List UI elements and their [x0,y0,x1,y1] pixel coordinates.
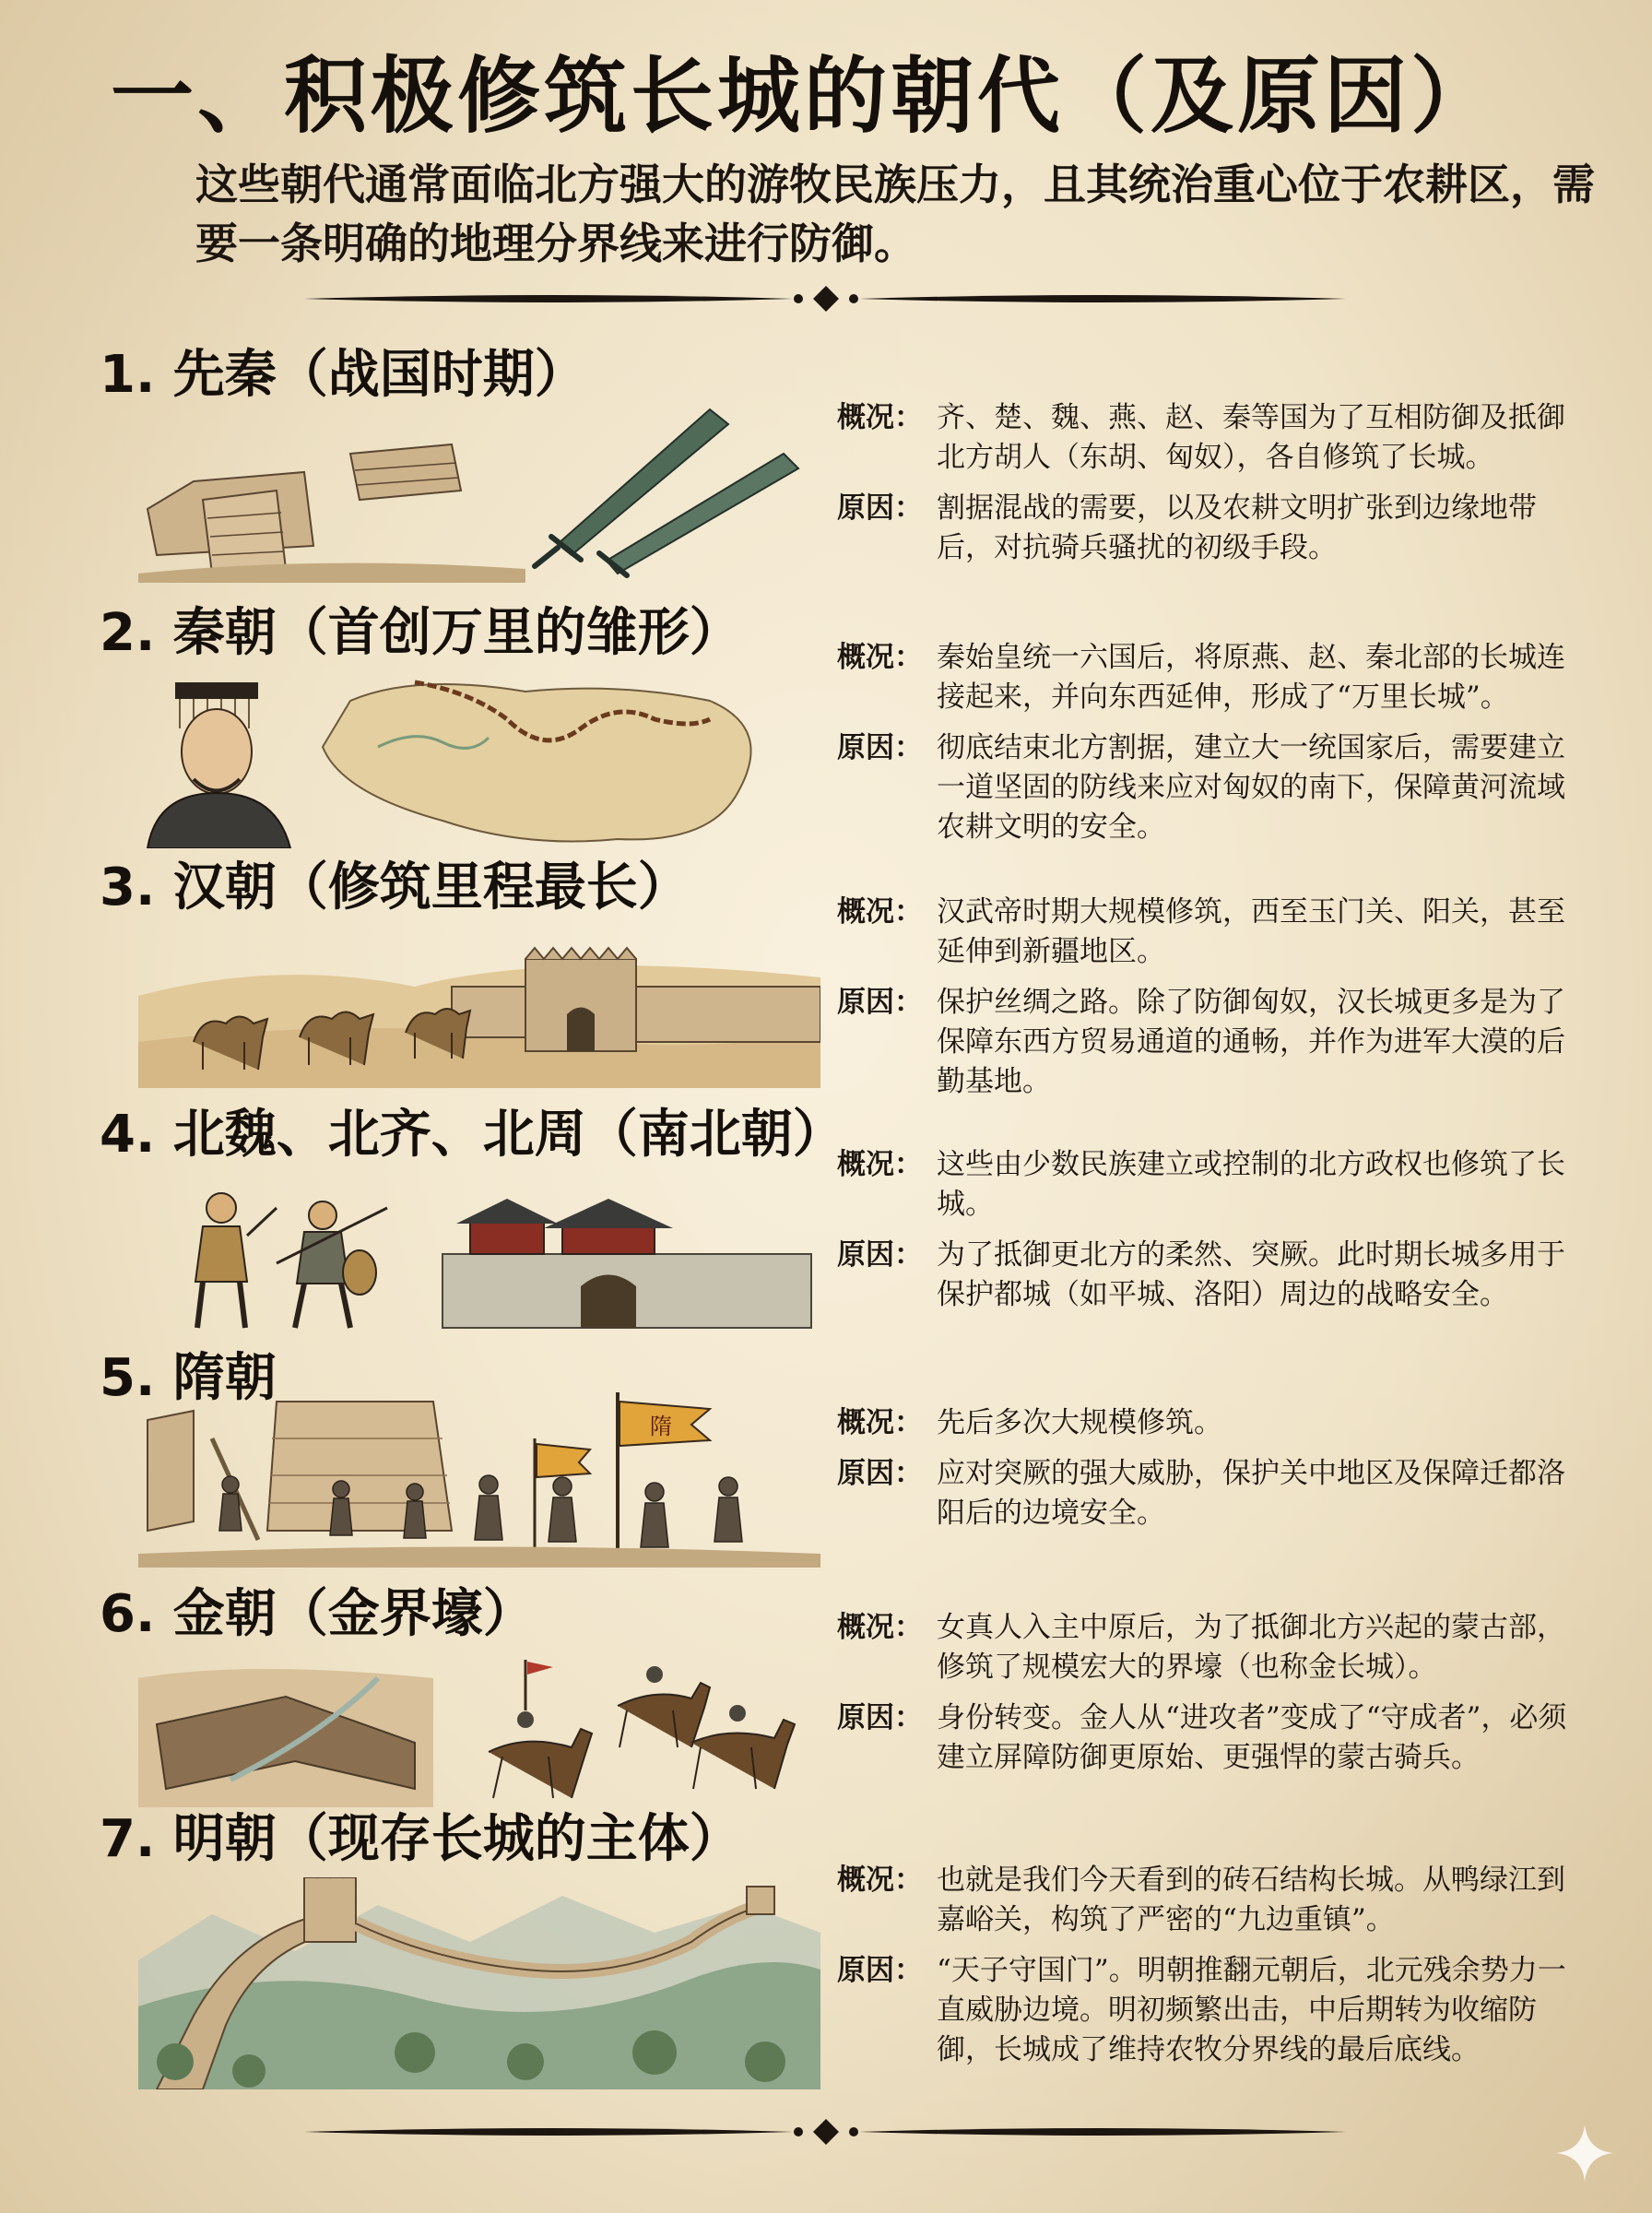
reason-label: 原因： [837,1238,923,1272]
section-title-northern-dynasties: 4. 北魏、北齐、北周（南北朝） [100,1105,844,1165]
section-title-han: 3. 汉朝（修筑里程最长） [100,858,690,917]
reason-text: 应对突厥的强大威胁，保护关中地区及保障迁都洛阳后的边境安全。 [937,1457,1565,1530]
ornamental-divider-top [0,278,1652,319]
section-desc-pre-qin [837,398,1593,579]
section-desc-ming [837,1861,1593,2081]
illustration-wall-construction-workers [138,1383,820,1568]
section-desc-qin [837,638,1593,858]
reason-text: 身份转变。金人从“进攻者”变成了“守成者”，必须建立屏障防御更原始、更强悍的蒙古骑兵。 [937,1701,1567,1774]
overview-label: 概况： [837,641,923,674]
illustration-trench-and-mongol-cavalry [138,1641,820,1807]
reason-text: “天子守国门”。明朝推翻元朝后，北元残余势力一直威胁边境。明初频繁出击，中后期转为收缩防御，长城成了维持农牧分界线的最后底线。 [937,1954,1566,2066]
overview-label: 概况： [837,1148,923,1181]
section-title-jin: 6. 金朝（金界壕） [100,1584,535,1644]
reason-label: 原因： [837,491,923,525]
overview-text: 也就是我们今天看到的砖石结构长城。从鸭绿江到嘉峪关，构筑了严密的“九边重镇”。 [937,1864,1565,1936]
section-desc-jin [837,1608,1593,1789]
section-title-ming: 7. 明朝（现存长城的主体） [100,1809,741,1869]
reason-label: 原因： [837,986,923,1019]
reason-label: 原因： [837,731,923,764]
intro-text: 这些朝代通常面临北方强大的游牧民族压力，且其统治重心位于农耕区，需要一条明确的地理分界线来进行防御。 [195,160,1595,268]
ornamental-divider-bottom [0,2112,1652,2152]
reason-text: 为了抵御更北方的柔然、突厥。此时期长城多用于保护都城（如平城、洛阳）周边的战略安全。 [937,1238,1565,1311]
illustration-camel-caravan-and-fortress [138,922,820,1088]
section-title-sui: 5. 隋朝 [100,1348,277,1408]
sparkle-icon [1552,2121,1617,2185]
section-desc-sui [837,1403,1593,1544]
section-desc-northern-dynasties [837,1145,1593,1326]
section-desc-han [837,893,1593,1113]
section-title-qin: 2. 秦朝（首创万里的雏形） [100,603,741,663]
illustration-emperor-and-wall-map [138,664,820,848]
overview-label: 概况： [837,1864,923,1897]
overview-label: 概况： [837,1406,923,1439]
reason-text: 彻底结束北方割据，建立大一统国家后，需要建立一道坚固的防线来应对匈奴的南下，保障黄河流域农耕文明的安全。 [937,731,1565,844]
overview-text: 这些由少数民族建立或控制的北方政权也修筑了长城。 [937,1148,1565,1221]
illustration-warriors-and-city-gate [138,1171,820,1337]
overview-text: 齐、楚、魏、燕、赵、秦等国为了互相防御及抵御北方胡人（东胡、匈奴），各自修筑了长城。 [937,401,1565,474]
overview-text: 汉武帝时期大规模修筑，西至玉门关、阳关，甚至延伸到新疆地区。 [937,895,1565,968]
overview-text: 秦始皇统一六国后，将原燕、赵、秦北部的长城连接起来，并向东西延伸，形成了“万里长城”。 [937,641,1565,714]
reason-label: 原因： [837,1954,923,1987]
page-title: 一、积极修筑长城的朝代（及原因） [111,48,1497,145]
overview-label: 概况： [837,401,923,434]
section-title-pre-qin: 1. 先秦（战国时期） [100,345,586,405]
overview-text: 先后多次大规模修筑。 [937,1406,1222,1439]
reason-text: 保护丝绸之路。除了防御匈奴，汉长城更多是为了保障东西方贸易通道的通畅，并作为进军大漠的后勤基地。 [937,986,1565,1098]
overview-label: 概况： [837,895,923,929]
illustration-ruined-walls-and-bronze-swords [138,398,820,583]
reason-text: 割据混战的需要，以及农耕文明扩张到边缘地带后，对抗骑兵骚扰的初级手段。 [937,491,1537,564]
reason-label: 原因： [837,1457,923,1490]
illustration-ming-great-wall-mountains [138,1877,820,2089]
sui-flag-text: 隋 [650,1414,672,1439]
overview-label: 概况： [837,1611,923,1644]
overview-text: 女真人入主中原后，为了抵御北方兴起的蒙古部，修筑了规模宏大的界壕（也称金长城）。 [937,1611,1565,1684]
reason-label: 原因： [837,1701,923,1734]
